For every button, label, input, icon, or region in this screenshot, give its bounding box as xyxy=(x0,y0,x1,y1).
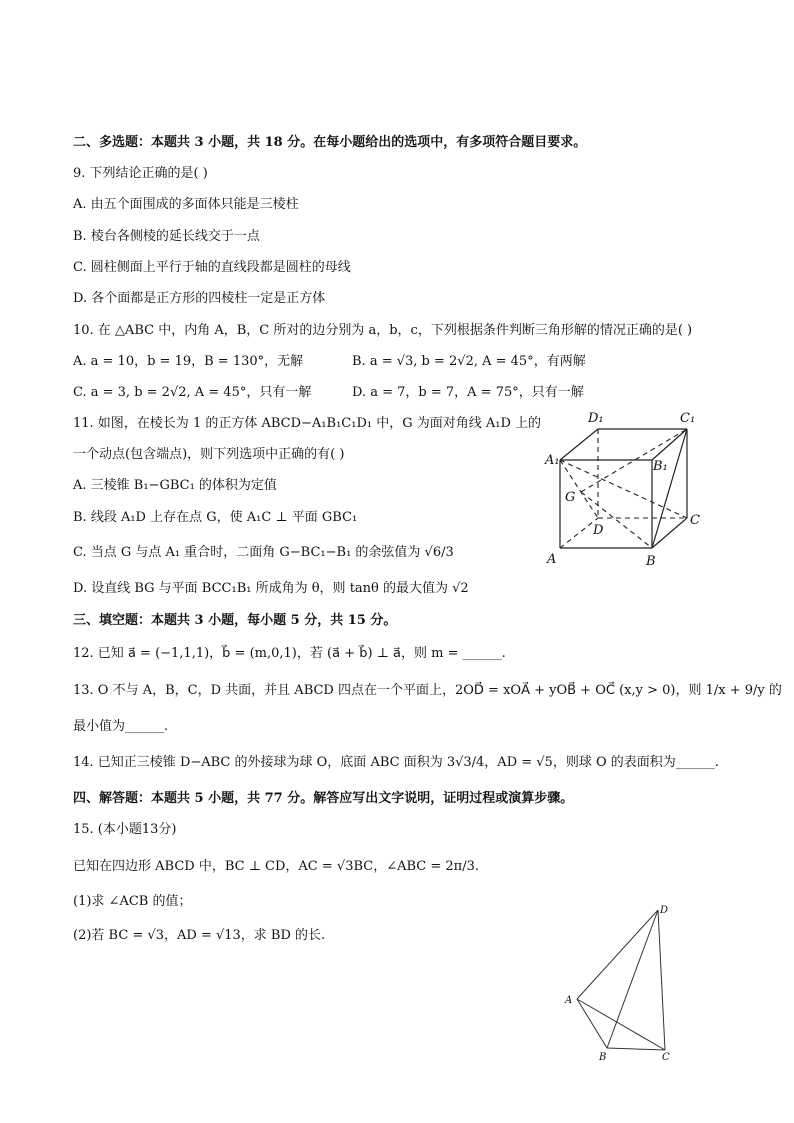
label-b1: B₁ xyxy=(653,459,668,474)
cube-figure xyxy=(535,405,715,570)
label-d: D xyxy=(593,523,604,538)
label-a: A xyxy=(547,552,557,567)
segment-bc xyxy=(607,1048,665,1050)
edge-a1d1 xyxy=(560,429,598,460)
question-10-option-d: D. a = 7，b = 7，A = 75°，只有一解 xyxy=(352,385,584,400)
label-a: A xyxy=(565,995,573,1006)
question-9-option-c: C. 圆柱侧面上平行于轴的直线段都是圆柱的母线 xyxy=(73,260,351,275)
hidden-segment-a1c xyxy=(560,460,687,518)
segment-bd xyxy=(607,910,658,1048)
question-9-option-a: A. 由五个面围成的多面体只能是三棱柱 xyxy=(73,197,299,212)
question-13-line1: 13. O 不与 A，B，C，D 共面，并且 ABCD 四点在一个平面上，2OD⃗ = xOA⃗ + yOB⃗ + OC⃗ (x,y > 0)，则 1/x + 9/y 的 xyxy=(73,683,782,698)
segment-ac xyxy=(577,999,665,1050)
section-heading-multiple-choice: 二、多选题：本题共 3 小题，共 18 分。在每小题给出的选项中，有多项符合题目要求。 xyxy=(73,135,587,150)
label-b: B xyxy=(599,1052,607,1063)
section-heading-fill-in: 三、填空题：本题共 3 小题，每小题 5 分，共 15 分。 xyxy=(73,613,397,628)
segment-ad xyxy=(577,910,658,999)
label-d1: D₁ xyxy=(588,411,604,426)
label-c: C xyxy=(662,1052,670,1063)
edge-bc xyxy=(652,518,687,548)
question-11-stem-line1: 11. 如图，在棱长为 1 的正方体 ABCD−A₁B₁C₁D₁ 中，G 为面对角线 A₁D 上的 xyxy=(73,416,542,431)
question-15-part-1: (1)求 ∠ACB 的值； xyxy=(73,894,192,909)
segment-cd xyxy=(658,910,665,1050)
question-11-option-b: B. 线段 A₁D 上存在点 G，使 A₁C ⊥ 平面 GBC₁ xyxy=(73,510,358,525)
question-15-part-2: (2)若 BC = √3，AD = √13，求 BD 的长. xyxy=(73,928,326,943)
section-heading-solutions: 四、解答题：本题共 5 小题，共 77 分。解答应写出文字说明，证明过程或演算步骤。 xyxy=(73,791,574,806)
label-a1: A₁ xyxy=(545,453,560,468)
segment-ab xyxy=(577,999,607,1048)
question-10-stem: 10. 在 △ABC 中，内角 A，B，C 所对的边分别为 a，b，c，下列根据条件判断三角形解的情况正确的是( ) xyxy=(73,323,693,338)
hidden-segment-gb xyxy=(581,492,652,548)
label-d: D xyxy=(660,905,669,916)
question-9-stem: 9. 下列结论正确的是( ) xyxy=(73,166,208,181)
label-b: B xyxy=(646,554,656,569)
question-10-option-b: B. a = √3, b = 2√2, A = 45°，有两解 xyxy=(352,354,586,369)
question-9-option-b: B. 棱台各侧棱的延长线交于一点 xyxy=(73,229,260,244)
question-14: 14. 已知正三棱锥 D−ABC 的外接球为球 O，底面 ABC 面积为 3√3/4，AD = √5，则球 O 的表面积为______. xyxy=(73,755,719,770)
question-10-option-a: A. a = 10，b = 19，B = 130°，无解 xyxy=(73,354,304,369)
question-15-stem: 已知在四边形 ABCD 中，BC ⊥ CD，AC = √3BC，∠ABC = 2π/3. xyxy=(73,859,479,874)
question-11-option-a: A. 三棱锥 B₁−GBC₁ 的体积为定值 xyxy=(73,478,277,493)
question-15-title: 15. (本小题13分) xyxy=(73,822,177,837)
question-11-option-c: C. 当点 G 与点 A₁ 重合时，二面角 G−BC₁−B₁ 的余弦值为 √6/3 xyxy=(73,545,454,560)
question-9-option-d: D. 各个面都是正方形的四棱柱一定是正方体 xyxy=(73,291,326,306)
question-12: 12. 已知 a⃗ = (−1,1,1)，b⃗ = (m,0,1)，若 (a⃗ + b⃗) ⊥ a⃗，则 m = ______. xyxy=(73,646,506,661)
question-11-stem-line2: 一个动点(包含端点)，则下列选项中正确的有( ) xyxy=(73,447,345,462)
label-c: C xyxy=(690,513,700,528)
question-10-option-c: C. a = 3, b = 2√2, A = 45°，只有一解 xyxy=(73,385,312,400)
label-g: G xyxy=(565,490,576,505)
question-13-line2: 最小值为______. xyxy=(73,719,169,734)
question-11-option-d: D. 设直线 BG 与平面 BCC₁B₁ 所成角为 θ，则 tanθ 的最大值为 √2 xyxy=(73,581,469,596)
quadrilateral-figure xyxy=(560,900,685,1065)
label-c1: C₁ xyxy=(680,411,696,426)
segment-bc1 xyxy=(652,429,687,548)
edge-b1c1 xyxy=(652,429,687,460)
